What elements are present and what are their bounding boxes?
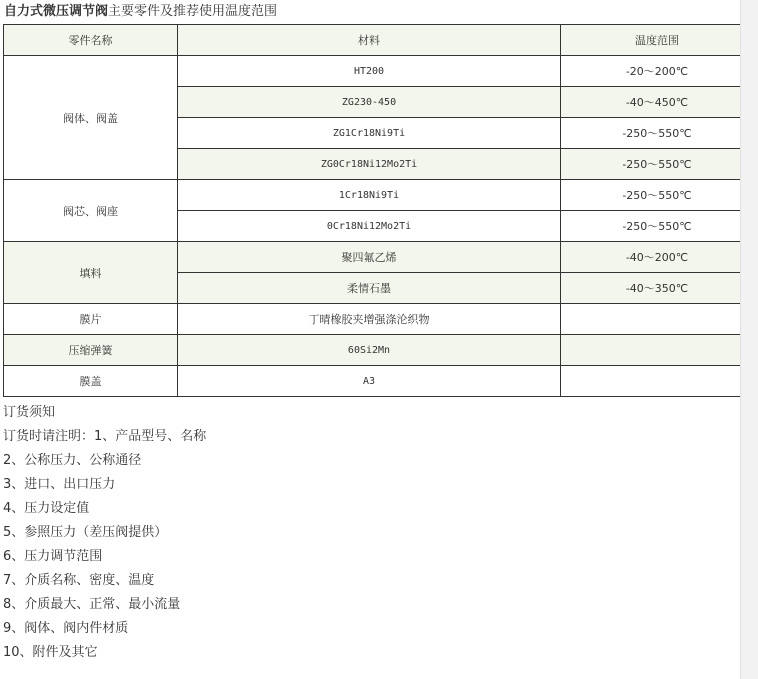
- part-name-cell: 填料: [4, 242, 178, 304]
- material-cell: 60Si2Mn: [178, 335, 561, 366]
- temperature-cell: [561, 304, 754, 335]
- table-row: [4, 180, 754, 211]
- temperature-cell: [561, 335, 754, 366]
- right-gutter: [740, 0, 758, 679]
- material-cell: ZG1Cr18Ni9Ti: [178, 118, 561, 149]
- order-notes-heading: 订货须知: [3, 405, 56, 420]
- header-temperature-range: 温度范围: [561, 25, 754, 56]
- order-note-item: 7、介质名称、密度、温度: [3, 573, 155, 588]
- table-row: [4, 366, 754, 397]
- page-title: [4, 3, 277, 21]
- table-row: [4, 335, 754, 366]
- order-note-item: 10、附件及其它: [3, 645, 98, 660]
- header-part-name: 零件名称: [4, 25, 178, 56]
- part-name-cell: 膜盖: [4, 366, 178, 397]
- part-name-cell: 阀芯、阀座: [4, 180, 178, 242]
- temperature-cell: -250～550℃: [561, 118, 754, 149]
- temperature-cell: -40～200℃: [561, 242, 754, 273]
- material-cell: ZG0Cr18Ni12Mo2Ti: [178, 149, 561, 180]
- order-note-item: 8、介质最大、正常、最小流量: [3, 597, 181, 612]
- order-note-item: 2、公称压力、公称通径: [3, 453, 142, 468]
- temperature-cell: -250～550℃: [561, 211, 754, 242]
- order-note-item: 9、阀体、阀内件材质: [3, 621, 129, 636]
- table-row: [4, 242, 754, 273]
- order-note-item: 订货时请注明：1、产品型号、名称: [3, 429, 207, 444]
- material-cell: 柔情石墨: [178, 273, 561, 304]
- material-cell: ZG230-450: [178, 87, 561, 118]
- part-name-cell: 压缩弹簧: [4, 335, 178, 366]
- table-header-row: [4, 25, 754, 56]
- temperature-cell: [561, 366, 754, 397]
- temperature-cell: -40～350℃: [561, 273, 754, 304]
- title-description: 主要零件及推荐使用温度范围: [108, 4, 278, 19]
- parts-temperature-table: [3, 24, 754, 397]
- material-cell: HT200: [178, 56, 561, 87]
- material-cell: 聚四氟乙烯: [178, 242, 561, 273]
- table-row: [4, 56, 754, 87]
- material-cell: 丁晴橡胶夹增强涤沦织物: [178, 304, 561, 335]
- order-notes: [3, 402, 206, 666]
- part-name-cell: 膜片: [4, 304, 178, 335]
- temperature-cell: -250～550℃: [561, 149, 754, 180]
- temperature-cell: -20～200℃: [561, 56, 754, 87]
- temperature-cell: -250～550℃: [561, 180, 754, 211]
- order-note-item: 6、压力调节范围: [3, 549, 103, 564]
- header-material: 材料: [178, 25, 561, 56]
- order-note-item: 5、参照压力（差压阀提供）: [3, 525, 168, 540]
- order-note-item: 3、进口、出口压力: [3, 477, 116, 492]
- material-cell: 0Cr18Ni12Mo2Ti: [178, 211, 561, 242]
- material-cell: A3: [178, 366, 561, 397]
- part-name-cell: 阀体、阀盖: [4, 56, 178, 180]
- temperature-cell: -40～450℃: [561, 87, 754, 118]
- order-note-item: 4、压力设定值: [3, 501, 90, 516]
- table-row: [4, 304, 754, 335]
- material-cell: 1Cr18Ni9Ti: [178, 180, 561, 211]
- title-product-name: 自力式微压调节阀: [4, 4, 109, 19]
